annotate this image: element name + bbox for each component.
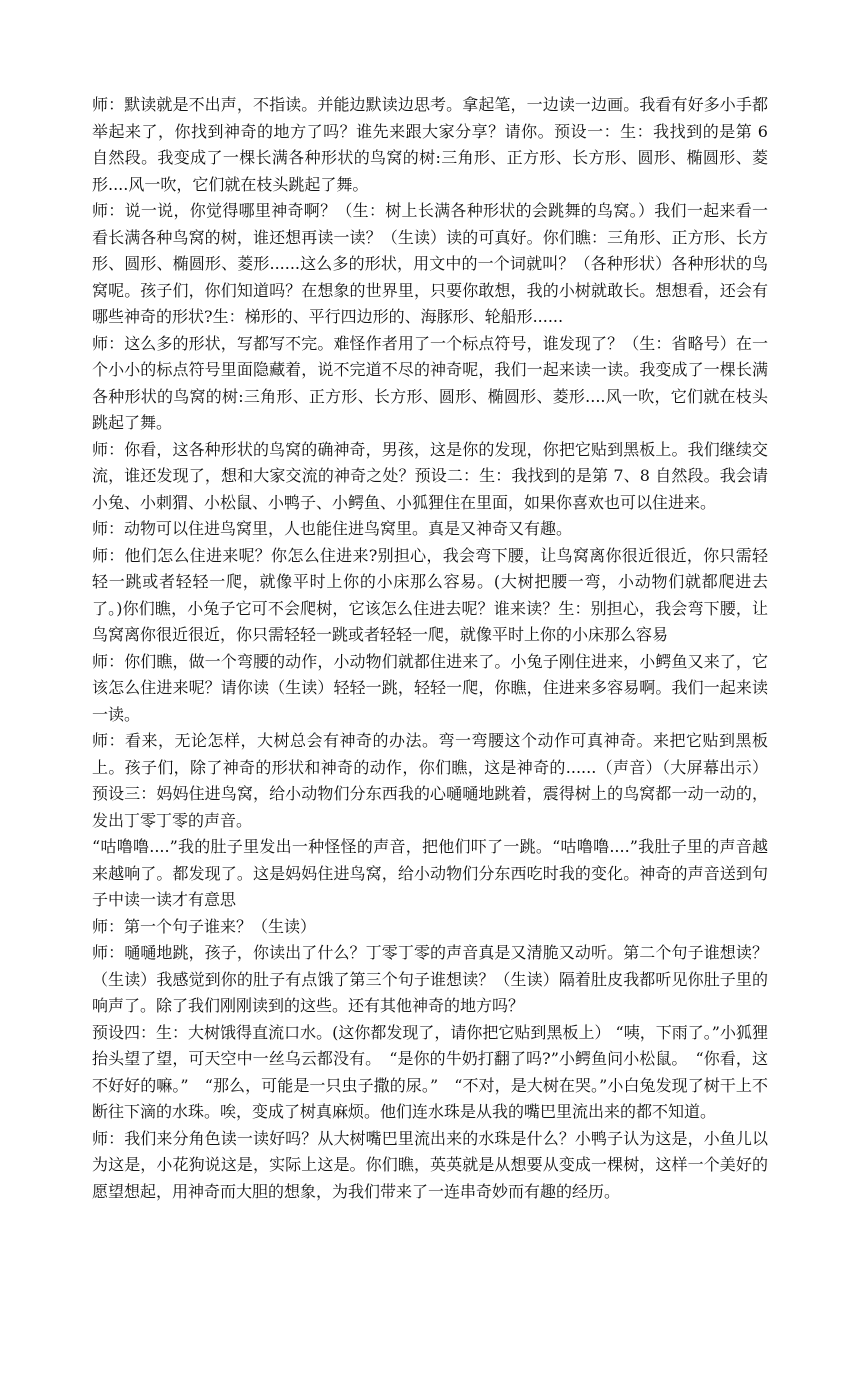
paragraph-ellipsis: 师：这么多的形状，写都写不完。难怪作者用了一个标点符号，谁发现了？（生：省略号）在一个小小的标点符号里面隐藏着，说不完道不尽的神奇呢，我们一起来读一读。我变成了一棵长满各种形状的鸟窝的树:三角形、正方形、长方形、圆形、椭圆形、菱形....风一吹，它们就在枝头跳起了舞。 <box>92 333 768 432</box>
paragraph-preset-two: 师：你看，这各种形状的鸟窝的确神奇，男孩，这是你的发现，你把它贴到黑板上。我们继续交流，谁还发现了，想和大家交流的神奇之处？预设二：生：我找到的是第 7、8 自然段。我会请小兔、小刺猬、小松鼠、小鸭子、小鳄鱼、小狐狸住在里面，如果你喜欢也可以住进来。 <box>92 439 768 512</box>
document-page <box>92 92 768 1205</box>
paragraph-role-reading: 师：我们来分角色读一读好吗？从大树嘴巴里流出来的水珠是什么？小鸭子认为这是，小鱼儿以为这是，小花狗说这是，实际上这是。你们瞧，英英就是从想要从变成一棵树，这样一个美好的愿望想起，用神奇而大胆的想象，为我们带来了一连串奇妙而有趣的经历。 <box>92 1128 768 1201</box>
paragraph-shapes-discussion: 师：说一说，你觉得哪里神奇啊？（生：树上长满各种形状的会跳舞的鸟窝。）我们一起来看一看长满各种鸟窝的树，谁还想再读一读？（生读）读的可真好。你们瞧：三角形、正方形、长方形、圆形、椭圆形、菱形......这么多的形状，用文中的一个词就叫？（各种形状）各种形状的鸟窝呢。孩子们，你们知道吗？在想象的世界里，只要你敢想，我的小树就敢长。想想看，还会有哪些神奇的形状?生：梯形的、平行四边形的、海豚形、轮船形...... <box>92 201 768 326</box>
paragraph-preset-four: 预设四：生：大树饿得直流口水。(这你都发现了，请你把它贴到黑板上） “咦，下雨了。”小狐狸抬头望了望，可天空中一丝乌云都没有。 “是你的牛奶打翻了吗?”小鳄鱼问小松鼠。 “你看，这不好好的嘛。” “那么，可能是一只虫子撒的尿。” “不对，是大树在哭。”小白兔发现了树干上不断往下滴的水珠。唉，变成了树真麻烦。他们连水珠是从我的嘴巴里流出来的都不知道。 <box>92 1022 768 1121</box>
paragraph-first-sentence: 师：第一个句子谁来？（生读） <box>92 916 317 936</box>
paragraph-preset-three: 师：看来，无论怎样，大树总会有神奇的办法。弯一弯腰这个动作可真神奇。来把它贴到黑板上。孩子们，除了神奇的形状和神奇的动作，你们瞧，这是神奇的......（声音）（大屏幕出示）预设三：妈妈住进鸟窝，给小动物们分东西我的心嗵嗵地跳着，震得树上的鸟窝都一动一动的，发出丁零丁零的声音。 <box>92 731 768 830</box>
paragraph-shapes-intro: 师：默读就是不出声，不指读。并能边默读边思考。拿起笔，一边读一边画。我看有好多小手都举起来了，你找到神奇的地方了吗？谁先来跟大家分享？请你。预设一：生：我找到的是第 6 自然段。我变成了一棵长满各种形状的鸟窝的树:三角形、正方形、长方形、圆形、椭圆形、菱形....风一吹，它们就在枝头跳起了舞。 <box>92 95 768 194</box>
paragraph-sentences-reading: 师：嗵嗵地跳，孩子，你读出了什么？丁零丁零的声音真是又清脆又动听。第二个句子谁想读？（生读）我感觉到你的肚子有点饿了第三个句子谁想读？（生读）隔着肚皮我都听见你肚子里的响声了。除了我们刚刚读到的这些。还有其他神奇的地方吗？ <box>92 943 768 1015</box>
paragraph-animals-live-in: 师：动物可以住进鸟窝里，人也能住进鸟窝里。真是又神奇又有趣。 <box>92 519 573 538</box>
paragraph-bend-down: 师：他们怎么住进来呢？你怎么住进来?别担心，我会弯下腰，让鸟窝离你很近很近，你只需轻轻一跳或者轻轻一爬，就像平时上你的小床那么容易。(大树把腰一弯，小动物们就都爬进去了。)你们瞧，小兔子它可不会爬树，它该怎么住进去呢？谁来读？生：别担心，我会弯下腰，让鸟窝离你很近很近，你只需轻轻一跳或者轻轻一爬，就像平时上你的小床那么容易 <box>92 545 768 644</box>
paragraph-stomach-sound: “咕噜噜....”我的肚子里发出一种怪怪的声音，把他们吓了一跳。“咕噜噜....”我肚子里的声音越来越响了。都发现了。这是妈妈住进鸟窝，给小动物们分东西吃时我的变化。神奇的声音送到句子中读一读才有意思 <box>92 837 768 909</box>
paragraph-bend-action: 师：你们瞧，做一个弯腰的动作，小动物们就都住进来了。小兔子刚住进来，小鳄鱼又来了，它该怎么住进来呢？请你读（生读）轻轻一跳，轻轻一爬，你瞧，住进来多容易啊。我们一起来读一读。 <box>92 651 768 724</box>
